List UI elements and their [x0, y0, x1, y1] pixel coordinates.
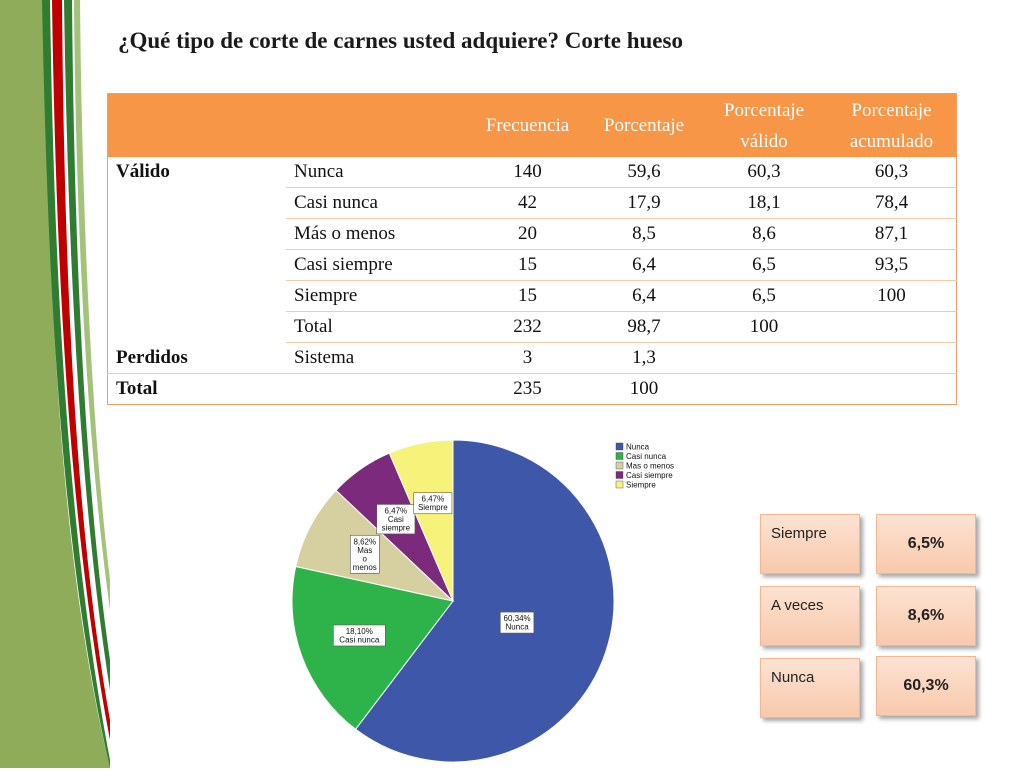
- row-category: Casi nunca: [286, 188, 468, 219]
- header-porcentaje-valido: Porcentaje válido: [701, 94, 827, 158]
- table-row: [108, 374, 957, 405]
- svg-text:Nunca: Nunca: [505, 622, 529, 632]
- row-group-label: [108, 188, 287, 219]
- row-freq: 3: [468, 343, 587, 374]
- table-row: [108, 281, 957, 312]
- row-pct: 17,9: [587, 188, 701, 219]
- svg-text:siempre: siempre: [381, 523, 411, 533]
- row-valid: 6,5: [701, 250, 827, 281]
- row-pct: 98,7: [587, 312, 701, 343]
- row-pct: 8,5: [587, 219, 701, 250]
- header-cell: [286, 94, 468, 158]
- row-category: Siempre: [286, 281, 468, 312]
- row-freq: 42: [468, 188, 587, 219]
- row-valid: [701, 343, 827, 374]
- svg-text:6,47%: 6,47%: [384, 506, 408, 516]
- svg-text:6,47%: 6,47%: [421, 494, 445, 504]
- row-group-label: Perdidos: [108, 343, 287, 374]
- header-porcentaje-acumulado: Porcentaje acumulado: [827, 94, 957, 158]
- legend-swatch: [616, 453, 623, 460]
- row-group-label: Válido: [108, 157, 287, 188]
- row-cum: [827, 374, 957, 405]
- row-freq: 232: [468, 312, 587, 343]
- page-title: ¿Qué tipo de corte de carnes usted adquiere? Corte hueso: [118, 28, 683, 53]
- summary-value-nunca: 60,3%: [876, 656, 976, 716]
- svg-text:18,10%: 18,10%: [345, 626, 373, 636]
- svg-text:Mas: Mas: [357, 545, 373, 555]
- row-category: Total: [286, 312, 468, 343]
- summary-value-siempre: 6,5%: [876, 514, 976, 574]
- pie-chart: [280, 430, 700, 768]
- row-valid: 18,1: [701, 188, 827, 219]
- row-category: Más o menos: [286, 219, 468, 250]
- summary-value-a-veces: 8,6%: [876, 586, 976, 646]
- legend-label: Casi nunca: [626, 452, 667, 461]
- row-pct: 100: [587, 374, 701, 405]
- legend-label: Casi siempre: [626, 471, 673, 480]
- svg-text:menos: menos: [352, 562, 377, 572]
- legend-swatch: [616, 462, 623, 469]
- row-cum: [827, 343, 957, 374]
- svg-text:Siempre: Siempre: [417, 503, 448, 513]
- row-freq: 235: [468, 374, 587, 405]
- row-cum: [827, 312, 957, 343]
- pie-data-label: [333, 625, 385, 646]
- svg-text:o: o: [362, 554, 368, 564]
- legend-swatch: [616, 481, 623, 488]
- row-freq: 20: [468, 219, 587, 250]
- pie-data-label: [500, 612, 534, 633]
- header-frecuencia: Frecuencia: [468, 94, 587, 158]
- summary-label-siempre: Siempre: [760, 514, 860, 574]
- legend-label: Nunca: [626, 442, 650, 452]
- svg-text:8,62%: 8,62%: [353, 537, 377, 547]
- table-row: [108, 312, 957, 343]
- table-row: [108, 219, 957, 250]
- table-row: [108, 343, 957, 374]
- frequency-table: [107, 93, 957, 405]
- pie-data-label: [377, 504, 415, 534]
- row-category: Casi siempre: [286, 250, 468, 281]
- table-row: [108, 188, 957, 219]
- row-valid: [701, 374, 827, 405]
- pie-data-label: [350, 535, 379, 573]
- table-row: [108, 250, 957, 281]
- table-header-row: [108, 94, 957, 158]
- header-cell: [108, 94, 287, 158]
- row-pct: 6,4: [587, 250, 701, 281]
- row-group-label: [108, 219, 287, 250]
- decorative-side-band: [0, 0, 110, 768]
- legend-label: Mas o menos: [626, 461, 675, 471]
- row-category: [286, 374, 468, 405]
- row-group-label: Total: [108, 374, 287, 405]
- summary-label-a-veces: A veces: [760, 586, 860, 646]
- table-row: [108, 157, 957, 188]
- row-freq: 15: [468, 281, 587, 312]
- row-group-label: [108, 312, 287, 343]
- pie-data-label: [414, 493, 452, 514]
- row-cum: 87,1: [827, 219, 957, 250]
- row-pct: 1,3: [587, 343, 701, 374]
- row-category: Sistema: [286, 343, 468, 374]
- row-cum: 93,5: [827, 250, 957, 281]
- legend-label: Siempre: [626, 480, 656, 490]
- row-valid: 6,5: [701, 281, 827, 312]
- row-freq: 15: [468, 250, 587, 281]
- header-porcentaje: Porcentaje: [587, 94, 701, 158]
- row-group-label: [108, 281, 287, 312]
- row-pct: 6,4: [587, 281, 701, 312]
- row-cum: 100: [827, 281, 957, 312]
- svg-text:Casi nunca: Casi nunca: [339, 635, 380, 645]
- summary-label-nunca: Nunca: [760, 658, 860, 718]
- legend-swatch: [616, 472, 623, 479]
- svg-text:60,34%: 60,34%: [503, 614, 531, 624]
- row-cum: 78,4: [827, 188, 957, 219]
- legend-swatch: [616, 443, 623, 450]
- row-group-label: [108, 250, 287, 281]
- row-category: Nunca: [286, 157, 468, 188]
- svg-text:Casi: Casi: [387, 514, 404, 524]
- row-valid: 100: [701, 312, 827, 343]
- row-valid: 60,3: [701, 157, 827, 188]
- row-pct: 59,6: [587, 157, 701, 188]
- row-cum: 60,3: [827, 157, 957, 188]
- row-freq: 140: [468, 157, 587, 188]
- row-valid: 8,6: [701, 219, 827, 250]
